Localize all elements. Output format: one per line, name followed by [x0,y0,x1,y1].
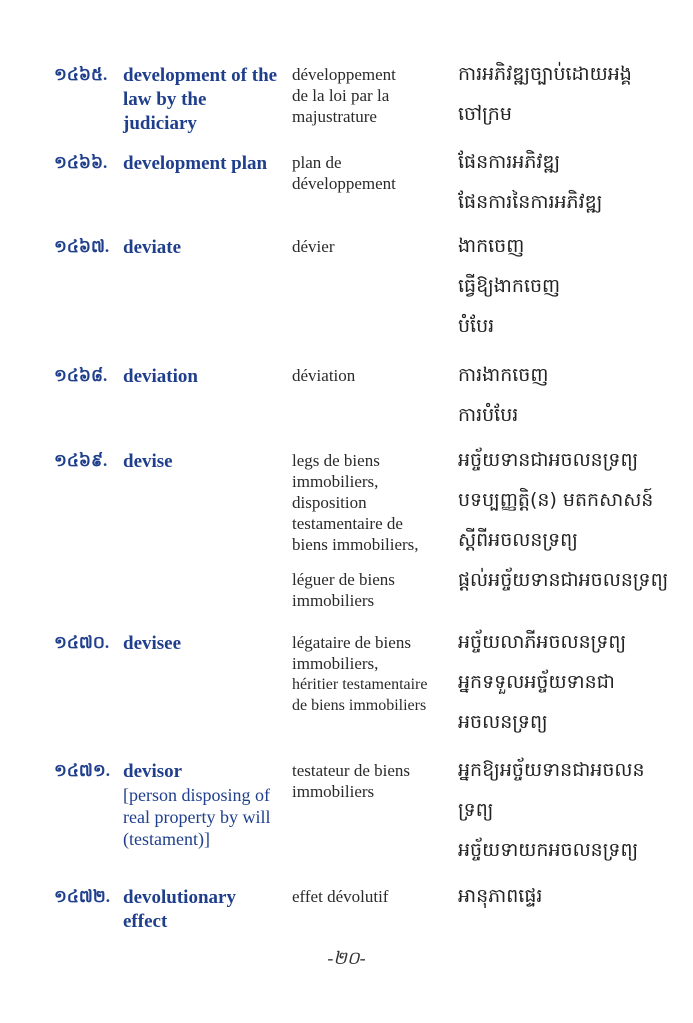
entry-khmer: ការងាកចេញ ការបំបែរ [458,364,549,426]
entry-number: ១៤៦៥. [54,65,108,84]
entry-french: effet dévolutif [292,887,389,906]
entry-term: devisee [123,633,182,654]
entry-term: deviate [123,237,182,258]
entry-khmer: ងាកចេញ ធ្វើឱ្យងាកចេញ បំបែរ [458,235,561,337]
entry-french: développement de la loi par la majustrature [292,65,396,126]
entry-term-note: [person disposing of real property by will (testament)] [123,785,271,849]
entry-french: plan de développement [292,153,396,193]
entry-term: devolutionary effect [123,887,236,932]
entry-khmer: ការអភិវឌ្ឍច្បាប់ដោយអង្គ ចៅក្រម [458,63,632,125]
entry-term: devisor [person disposing of real property by will (testament)] [123,760,283,850]
entry-khmer: អ្នកឱ្យអច្ច័យទានជាអចលន ទ្រព្យ អច្ច័យទាយកអចលនទ្រព្យ [458,759,645,861]
entry-term: development of the law by the judiciary [123,65,278,134]
entry-number: ១៤៧០. [54,633,110,652]
entry-number: ១៤៦៨. [54,366,108,385]
entry-khmer: អច្ច័យទានជាអចលនទ្រព្យ បទប្បញ្ញត្តិ(ន) មតកសាសន៍ ស្ដីពីអចលនទ្រព្យ ផ្ដល់អច្ច័យទានជាអចលនទ្រព្យ [458,449,669,591]
page-number: -២០- [327,948,366,968]
entry-khmer: ផែនការអភិវឌ្ឍ ផែនការនៃការអភិវឌ្ឍ [458,151,603,213]
entry-french: dévier [292,237,335,256]
entry-french: legs de biens immobiliers, disposition testamentaire de biens immobiliers, léguer de biens immobiliers [292,451,419,610]
entry-french: testateur de biens immobiliers [292,761,411,801]
entry-term: development plan [123,153,268,174]
entry-khmer: អានុភាពផ្ទេរ [458,885,543,907]
entry-term: devise [123,451,173,472]
entry-french: légataire de biens immobiliers, héritier testamentaire de biens immobiliers [292,633,428,714]
entry-number: ១៤៦៩. [54,451,108,470]
entry-number: ១៤៧២. [54,887,110,906]
entry-term: deviation [123,366,198,387]
entry-khmer: អច្ច័យលាភីអចលនទ្រព្យ អ្នកទទួលអច្ច័យទានជា អចលនទ្រព្យ [458,631,627,733]
entry-french: déviation [292,366,356,385]
entry-number: ១៤៧១. [54,761,110,780]
entry-number: ១៤៦៧. [54,237,110,256]
entry-number: ១៤៦៦. [54,153,108,172]
